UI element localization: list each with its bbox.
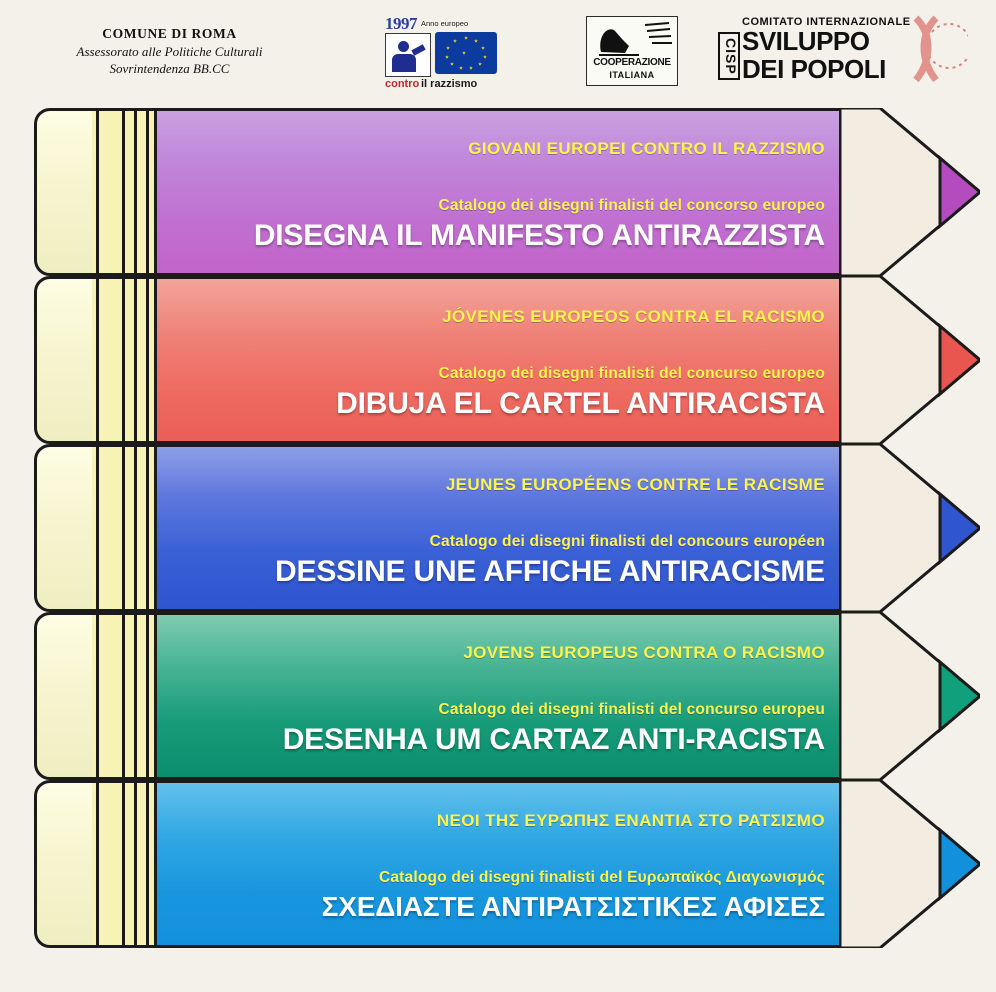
pencil-body xyxy=(154,276,842,444)
pencil-headline: GIOVANI EUROPEI CONTRO IL RAZZISMO xyxy=(468,139,825,158)
pencil-title: ΣΧΕΔΙΑΣΤΕ ΑΝΤΙΡΑΤΣΙΣΤΙΚΕΣ ΑΦΙΣΕΣ xyxy=(321,891,825,922)
pencil-row xyxy=(34,780,978,948)
pencil-headline: JOVENS EUROPEUS CONTRA O RACISMO xyxy=(463,643,825,662)
pencil-headline: JÓVENES EUROPEOS CONTRA EL RACISMO xyxy=(442,307,825,326)
pencil-ferrule xyxy=(92,276,156,444)
pencil-ferrule xyxy=(92,780,156,948)
pencil-rows xyxy=(0,100,996,980)
eu-contro-label: contro xyxy=(385,78,420,90)
cisp-line2-label: SVILUPPO xyxy=(742,26,870,56)
pencil-row xyxy=(34,276,978,444)
eu-razzismo-label: il razzismo xyxy=(421,78,478,90)
pencil-tip xyxy=(840,444,980,612)
pencil-subtitle: Catalogo dei disegni finalisti del concurso europeo xyxy=(438,365,825,382)
eu-subtitle-label: Anno europeo xyxy=(421,19,469,28)
eu-year-label: 1997 xyxy=(385,14,417,33)
eu-figure-icon xyxy=(385,33,431,77)
hand-icon xyxy=(595,22,643,56)
pencil-tip xyxy=(840,612,980,780)
pencil-eraser xyxy=(34,108,96,276)
pencil-subtitle: Catalogo dei disegni finalisti del concours européen xyxy=(429,533,825,550)
pencil-subtitle: Catalogo dei disegni finalisti del concurso europeu xyxy=(438,701,825,718)
italiana-label: ITALIANA xyxy=(609,70,655,80)
pencil-eraser xyxy=(34,612,96,780)
logo-cisp xyxy=(718,14,968,84)
pencil-title: DIBUJA EL CARTEL ANTIRACISTA xyxy=(336,387,825,420)
pencil-tip xyxy=(840,108,980,276)
cisp-mark-icon xyxy=(906,14,968,84)
pencil-ferrule xyxy=(92,612,156,780)
motion-lines-icon xyxy=(643,21,673,51)
pencil-ferrule xyxy=(92,108,156,276)
pencil-subtitle: Catalogo dei disegni finalisti del concorso europeo xyxy=(438,197,825,214)
pencil-title: DESSINE UNE AFFICHE ANTIRACISME xyxy=(275,555,825,588)
pencil-eraser xyxy=(34,780,96,948)
eu-flag-icon xyxy=(435,32,497,74)
pencil-subtitle: Catalogo dei disegni finalisti del Ευρωπαϊκός Διαγωνισμός xyxy=(378,869,825,886)
cisp-line3-label: DEI POPOLI xyxy=(742,54,886,84)
comune-subtitle-2: Sovrintendenza BB.CC xyxy=(109,61,230,76)
pencil-row xyxy=(34,444,978,612)
pencil-tip xyxy=(840,276,980,444)
cooperazione-label: COOPERAZIONE xyxy=(593,57,671,68)
pencil-row xyxy=(34,612,978,780)
pencil-tip xyxy=(840,780,980,948)
pencil-body xyxy=(154,444,842,612)
cisp-acronym-label: CISP xyxy=(718,32,740,80)
header-logos xyxy=(0,0,996,100)
pencil-eraser xyxy=(34,276,96,444)
pencil-body xyxy=(154,780,842,948)
pencil-eraser xyxy=(34,444,96,612)
pencil-body xyxy=(154,612,842,780)
pencil-title: DISEGNA IL MANIFESTO ANTIRAZZISTA xyxy=(253,219,825,252)
logo-comune-di-roma xyxy=(62,26,277,77)
pencil-ferrule xyxy=(92,444,156,612)
comune-title: COMUNE DI ROMA xyxy=(102,26,237,41)
cisp-line1-label: COMITATO INTERNAZIONALE xyxy=(742,16,911,28)
pencil-title: DESENHA UM CARTAZ ANTI-RACISTA xyxy=(282,723,825,756)
logo-cooperazione-italiana xyxy=(586,16,678,86)
pencil-row xyxy=(34,108,978,276)
logo-anno-europeo xyxy=(385,14,550,90)
pencil-body xyxy=(154,108,842,276)
pencil-headline: ΝΕΟΙ ΤΗΣ ΕΥΡΩΠΗΣ ΕΝΑΝΤΙΑ ΣΤΟ ΡΑΤΣΙΣΜΟ xyxy=(436,811,825,830)
comune-subtitle-1: Assessorato alle Politiche Culturali xyxy=(76,44,263,59)
pencil-headline: JEUNES EUROPÉENS CONTRE LE RACISME xyxy=(445,475,825,494)
